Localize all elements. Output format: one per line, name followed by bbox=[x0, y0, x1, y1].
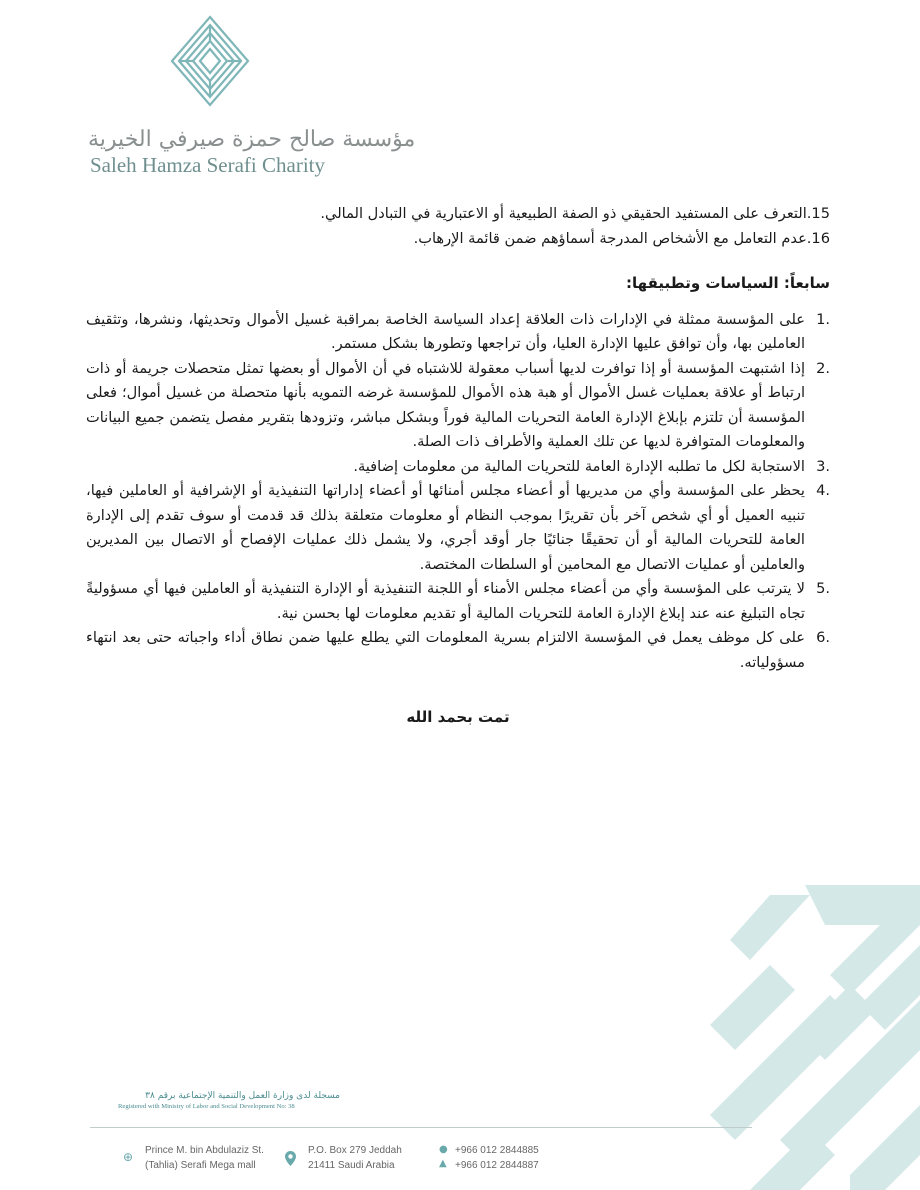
po-box bbox=[308, 1143, 402, 1173]
policy-number: 3. bbox=[816, 457, 830, 475]
registration-arabic: مسجلة لدى وزارة العمل والتنمية الإجتماعية برقم ٣٨ bbox=[145, 1091, 340, 1101]
policy-item bbox=[86, 455, 830, 480]
closing-text: تمت بحمد الله bbox=[406, 708, 510, 726]
policies-list bbox=[86, 308, 830, 676]
list-item: 16.عدم التعامل مع الأشخاص المدرجة أسماؤهم ضمن قائمة الإرهاب. bbox=[413, 229, 830, 247]
location-pin-icon bbox=[285, 1151, 296, 1166]
policy-number: 5. bbox=[816, 580, 830, 597]
decorative-pattern-icon bbox=[710, 885, 920, 1190]
policy-number: 2. bbox=[816, 359, 830, 377]
policy-number: 1. bbox=[816, 310, 830, 328]
phone-icon: ● bbox=[439, 1144, 448, 1155]
policy-number: 4. bbox=[816, 482, 830, 499]
fax-number: +966 012 2844887 bbox=[455, 1160, 539, 1171]
policy-text: على المؤسسة ممثلة في الإدارات ذات العلاقة إعداد السياسة الخاصة بمراقبة غسيل الأموال وتحديثها، ونشرها، وتثقيف العاملين بها، وأن توافق عليها الإدارة العليا، وأن تراجعها وتطورها بشكل مستمر. bbox=[86, 310, 805, 352]
policy-number: 6. bbox=[816, 629, 830, 646]
contact-numbers bbox=[455, 1143, 539, 1173]
address-line: Prince M. bin Abdulaziz St. bbox=[145, 1145, 264, 1156]
policy-text: على كل موظف يعمل في المؤسسة الالتزام بسرية المعلومات التي يطلع عليها ضمن نطاق أداء واجباته حتى بعد انتهاء مسؤولياته. bbox=[86, 629, 805, 671]
globe-icon: ⊕ bbox=[123, 1150, 134, 1164]
policy-text: يحظر على المؤسسة وأي من مديريها أو أعضاء مجلس أمنائها أو أعضاء إداراتها التنفيذية أو الإشرافية أو العاملين فيها، تنبيه العميل أو أي شخص آخر بأن تقريرًا بموجب النظام أو معلومات متعلقة بذلك قد قدمت أو سوف تقدم إلى الإدارة العامة للتحريات المالية أو أن تحقيقًا جنائيًا جار أوقد أجري، ولا يشمل ذلك عمليات الإفصاح أو الاتصال بين المديرين والعاملين أو عمليات الاتصال مع المحامين أو السلطات المختصة. bbox=[86, 482, 805, 573]
policy-item bbox=[86, 357, 830, 455]
footer-divider bbox=[90, 1127, 752, 1128]
address-line: (Tahlia) Serafi Mega mall bbox=[145, 1160, 256, 1171]
policy-item bbox=[86, 308, 830, 357]
registration-info bbox=[118, 1091, 340, 1110]
registration-english: Registered with Ministry of Labor and Social Development No: 38 bbox=[118, 1103, 295, 1110]
policy-item bbox=[86, 577, 830, 626]
policy-item bbox=[86, 479, 830, 577]
po-line: P.O. Box 279 Jeddah bbox=[308, 1145, 402, 1156]
charity-logo bbox=[85, 15, 416, 180]
kufic-emblem-icon bbox=[170, 15, 250, 107]
address bbox=[145, 1143, 264, 1173]
logo-arabic-text: مؤسسة صالح حمزة صيرفي الخيرية bbox=[88, 127, 416, 152]
policy-text: إذا اشتبهت المؤسسة أو إذا توافرت لديها أسباب معقولة للاشتباه في أن الأموال أو بعضها تمثل متحصلات جريمة أو ذات ارتباط أو علاقة بعمليات غسل الأموال أو هبة هذه الأموال للمؤسسة غرضه التمويه بأنها متحصلة من غسيل أموال؛ فعلى المؤسسة أن تلتزم بإبلاغ الإدارة العامة التحريات المالية فوراً وبشكل مباشر، وتزودها بتقرير مفصل يتضمن جميع البيانات والمعلومات المتوافرة لديها عن تلك العملية والأطراف ذات الصلة. bbox=[86, 359, 805, 450]
phone-number: +966 012 2844885 bbox=[455, 1145, 539, 1156]
po-line: 21411 Saudi Arabia bbox=[308, 1160, 395, 1171]
policy-item bbox=[86, 626, 830, 675]
fax-icon: ▲ bbox=[439, 1158, 447, 1169]
section-heading: سابعاً: السياسات وتطبيقها: bbox=[626, 274, 830, 292]
document-body bbox=[86, 202, 830, 730]
policy-text: الاستجابة لكل ما تطلبه الإدارة العامة للتحريات المالية من معلومات إضافية. bbox=[353, 457, 805, 475]
list-item: 15.التعرف على المستفيد الحقيقي ذو الصفة الطبيعية أو الاعتبارية في التبادل المالي. bbox=[320, 205, 830, 222]
logo-english-text: Saleh Hamza Serafi Charity bbox=[90, 153, 325, 177]
policy-text: لا يترتب على المؤسسة وأي من أعضاء مجلس الأمناء أو اللجنة التنفيذية أو الإدارة التنفيذية أو العاملين فيها أي مسؤوليةً تجاه التبليغ عنه عند إبلاغ الإدارة العامة للتحريات المالية أو تقديم معلومات لها بحسن نية. bbox=[86, 580, 805, 622]
